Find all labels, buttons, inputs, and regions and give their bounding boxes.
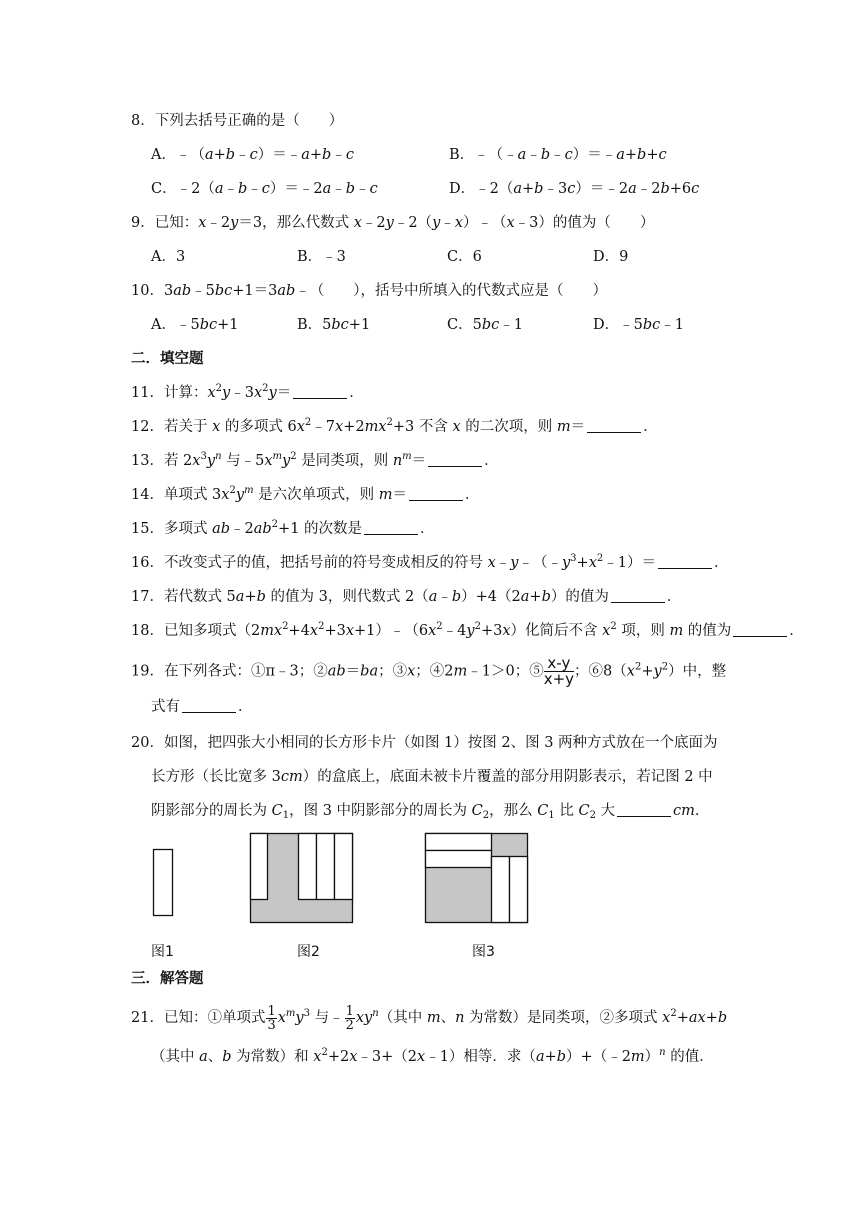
q16: 16．不改变式子的值，把括号前的符号变成相反的符号 $x﹣y﹣(﹣y^3+x^2﹣1)=$ ． — [131, 553, 729, 571]
answer-blank[interactable] — [182, 698, 236, 713]
q8-stem: 8．下列去括号正确的是（ ） — [131, 113, 344, 129]
q9-option-c: C．6 — [447, 249, 482, 265]
q20-line3: 阴影部分的周长为 $C_1$，图 3 中阴影部分的周长为 $C_2$，那么 $C_1$ 比 $C_2$ 大 cm． — [151, 803, 710, 821]
q19-line1: 19．在下列各式：①π﹣3；②ab＝ba；③x；④2m﹣1＞0；⑤ $\frac{x-y}{x+y}$；$⑥8(x^2+y^2)$中，整 — [131, 654, 727, 688]
figure-2-label: 图2 — [297, 944, 320, 960]
q11: 11．计算：$x^2y﹣3x^2y=$ ． — [131, 383, 364, 401]
answer-blank[interactable] — [364, 520, 418, 535]
q14: 14．单项式 $3x^2y^m$ 是六次单项式，则 m＝ ． — [131, 485, 480, 503]
answer-blank[interactable] — [293, 384, 347, 399]
answer-blank[interactable] — [587, 418, 641, 433]
fraction: $\frac{x-y}{x+y}$ — [543, 654, 575, 688]
figure-3 — [426, 834, 528, 923]
q9-option-a: A．3 — [151, 249, 186, 265]
q8-option-b: B．﹣（﹣a﹣b﹣c）＝﹣a+b+c — [449, 147, 667, 163]
q21-line1: 21．已知：①单项式 $\frac{1}{3}$ $x^my^3$ 与﹣ $\frac{1}{2}$ $xy^n$（其中 m、n 为常数）是同类项，②多项式 $x^2+ax+b$ — [131, 1003, 728, 1033]
q17: 17．若代数式 5a+b 的值为 3，则代数式 2（a﹣b）+4（2a+b）的值为 ． — [131, 589, 682, 605]
q9-option-d: D．9 — [593, 249, 629, 265]
q10-option-c: C．5bc﹣1 — [447, 317, 523, 333]
figures — [148, 832, 568, 962]
answer-blank[interactable] — [409, 486, 463, 501]
answer-blank[interactable] — [733, 622, 787, 637]
q21-line2: （其中 a、b 为常数）和 $x^2+2x﹣3+(2x﹣1)$相等．求（a+b）+（﹣2m）$^n$ 的值． — [151, 1047, 714, 1065]
q12: 12．若关于 x 的多项式 $6x^2﹣7x+2mx^2+3$ 不含 x 的二次项，则 m＝ ． — [131, 417, 658, 435]
answer-blank[interactable] — [658, 554, 712, 569]
section-heading-solve: 三．解答题 — [131, 970, 204, 987]
figure-2 — [251, 834, 353, 923]
q10-option-b: B．5bc+1 — [297, 317, 371, 333]
q18: 18．已知多项式$(2mx^2+4x^2+3x+1)﹣(6x^2﹣4y^2+3x)$化简后不含 $x^2$ 项，则 m 的值为 ． — [131, 621, 804, 639]
section-heading-fill-in: 二．填空题 — [131, 350, 204, 367]
q8-option-a: A．﹣（a+b﹣c）＝﹣a+b﹣c — [151, 147, 354, 163]
q9-stem: 9．已知：x﹣2y＝3，那么代数式 x﹣2y﹣2（y﹣x）﹣（x﹣3）的值为（ ） — [131, 215, 655, 231]
answer-blank[interactable] — [611, 588, 665, 603]
q10-stem: 10．3ab﹣5bc+1＝3ab﹣（ ），括号中所填入的代数式应是（ ） — [131, 283, 608, 299]
figure-3-label: 图3 — [472, 944, 495, 960]
q8-option-d: D．﹣2（a+b﹣3c）＝﹣2a﹣2b+6c — [449, 181, 700, 197]
q13: 13．若 $2x^3y^n$ 与$﹣5x^my^2$ 是同类项，则 $n^m=$ ． — [131, 451, 499, 469]
answer-blank[interactable] — [617, 802, 671, 817]
q20-line2: 长方形（长比宽多 3cm）的盒底上，底面未被卡片覆盖的部分用阴影表示，若记图 2 中 — [151, 769, 713, 785]
answer-blank[interactable] — [428, 452, 482, 467]
q15: 15．多项式 $ab﹣2ab^2+1$ 的次数是 ． — [131, 519, 435, 537]
q20-line1: 20．如图，把四张大小相同的长方形卡片（如图 1）按图 2、图 3 两种方式放在一个底面为 — [131, 735, 718, 751]
fraction: $\frac{1}{2}$ — [345, 1003, 354, 1033]
q8-option-c: C．﹣2（a﹣b﹣c）＝﹣2a﹣b﹣c — [151, 181, 378, 197]
figure-1-card — [154, 850, 173, 916]
figure-1-label: 图1 — [151, 944, 174, 960]
q10-option-a: A．﹣5bc+1 — [151, 317, 239, 333]
q9-option-b: B．﹣3 — [297, 249, 346, 265]
q19-line2: 式有 ． — [151, 699, 253, 715]
fraction: $\frac{1}{3}$ — [267, 1003, 276, 1033]
q10-option-d: D．﹣5bc﹣1 — [593, 317, 684, 333]
